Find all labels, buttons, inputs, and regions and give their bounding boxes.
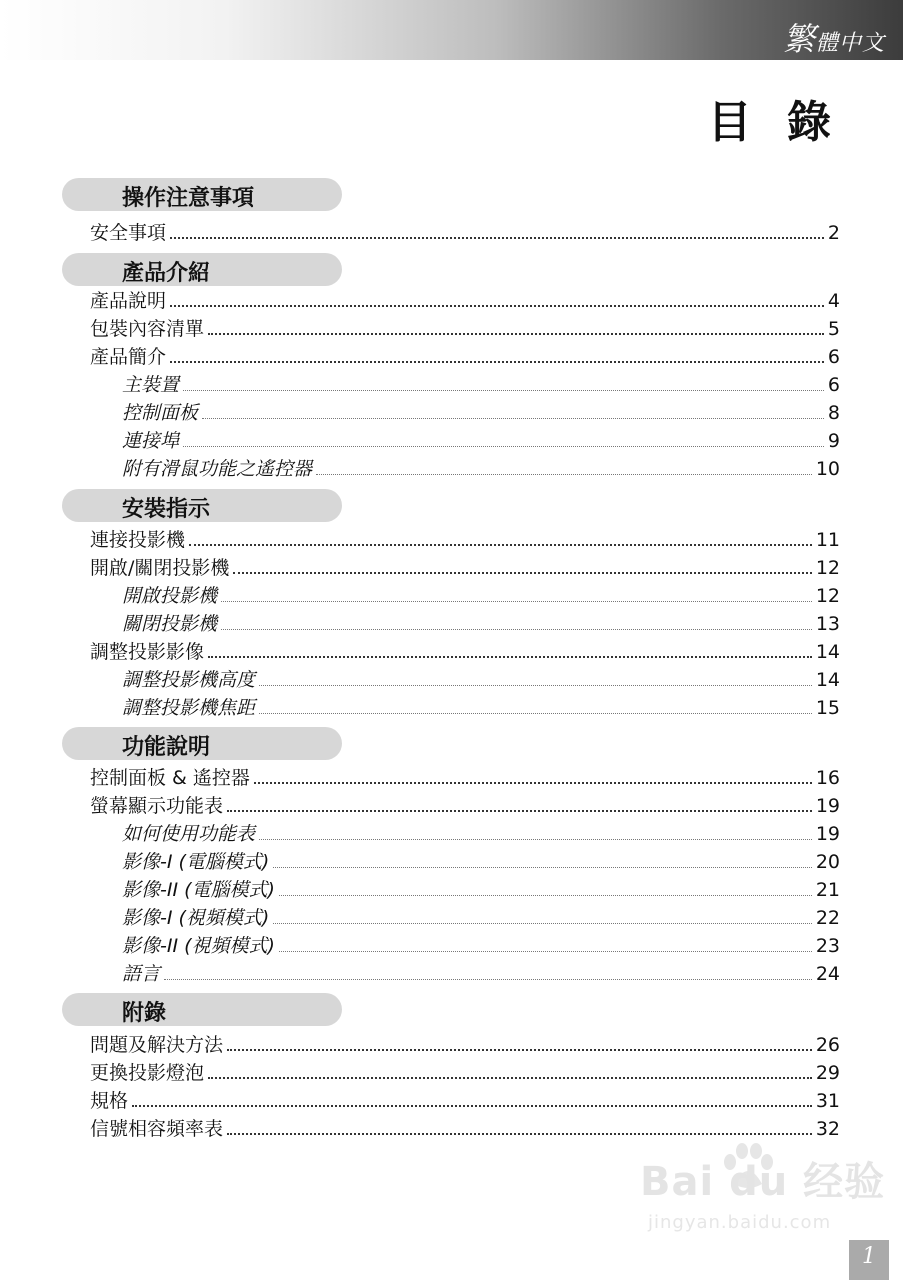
language-label-rest: 體中文 <box>815 31 885 56</box>
toc-page-number: 12 <box>815 585 840 607</box>
section-title: 產品介紹 <box>122 261 211 286</box>
dot-leader <box>221 600 812 602</box>
section-header <box>62 727 342 760</box>
section-title: 操作注意事項 <box>122 186 255 211</box>
toc-page-number: 2 <box>827 222 840 244</box>
toc-page-number: 14 <box>815 669 840 691</box>
dot-leader <box>279 950 812 952</box>
dot-leader <box>259 838 812 840</box>
toc-subentry[interactable] <box>122 373 840 397</box>
dot-leader <box>259 712 812 714</box>
toc-page-number: 10 <box>815 458 840 480</box>
toc-page-number: 22 <box>815 907 840 929</box>
toc-entry[interactable] <box>90 1117 840 1141</box>
section-header <box>62 993 342 1026</box>
toc-page-number: 6 <box>827 346 840 368</box>
toc-entry[interactable] <box>90 289 840 313</box>
dot-leader <box>183 389 824 391</box>
toc-entry[interactable] <box>90 221 840 245</box>
toc-entry-label: 信號相容頻率表 <box>90 1118 224 1140</box>
toc-entry-label: 問題及解決方法 <box>90 1034 224 1056</box>
toc-page-number: 8 <box>827 402 840 424</box>
toc-page-number: 20 <box>815 851 840 873</box>
toc-entry-label: 產品說明 <box>90 290 167 312</box>
toc-subentry[interactable] <box>122 429 840 453</box>
toc-page-number: 5 <box>827 318 840 340</box>
toc-subentry[interactable] <box>122 906 840 930</box>
toc-entry[interactable] <box>90 794 840 818</box>
toc-entry-label: 更換投影燈泡 <box>90 1062 205 1084</box>
dot-leader <box>170 360 824 363</box>
toc-entry[interactable] <box>90 317 840 341</box>
toc-entry-label: 連接投影機 <box>90 529 186 551</box>
toc-entry-label: 調整投影機焦距 <box>122 697 256 719</box>
dot-leader <box>254 781 812 784</box>
toc-entry[interactable] <box>90 1061 840 1085</box>
dot-leader <box>227 809 812 812</box>
dot-leader <box>164 978 812 980</box>
toc-entry-label: 規格 <box>90 1090 129 1112</box>
toc-subentry[interactable] <box>122 696 840 720</box>
toc-entry-label: 螢幕顯示功能表 <box>90 795 224 817</box>
toc-entry-label: 關閉投影機 <box>122 613 218 635</box>
toc-page-number: 32 <box>815 1118 840 1140</box>
toc-page-number: 16 <box>815 767 840 789</box>
toc-entry-label: 附有滑鼠功能之遙控器 <box>122 458 313 480</box>
toc-entry-label: 主裝置 <box>122 374 180 396</box>
section-header <box>62 489 342 522</box>
toc-subentry[interactable] <box>122 668 840 692</box>
toc-page-number: 19 <box>815 795 840 817</box>
toc-page-number: 24 <box>815 963 840 985</box>
section-title: 安裝指示 <box>122 497 211 522</box>
dot-leader <box>259 684 812 686</box>
section-header <box>62 253 342 286</box>
toc-entry[interactable] <box>90 345 840 369</box>
dot-leader <box>221 628 812 630</box>
toc-subentry[interactable] <box>122 850 840 874</box>
toc-entry-label: 調整投影機高度 <box>122 669 256 691</box>
dot-leader <box>208 1076 812 1079</box>
toc-entry[interactable] <box>90 1033 840 1057</box>
toc-page-number: 15 <box>815 697 840 719</box>
section-header <box>62 178 342 211</box>
toc-page-number: 9 <box>827 430 840 452</box>
toc-page-number: 14 <box>815 641 840 663</box>
watermark-url: jingyan.baidu.com <box>648 1212 832 1233</box>
toc-page-number: 21 <box>815 879 840 901</box>
dot-leader <box>273 922 811 924</box>
toc-entry[interactable] <box>90 528 840 552</box>
dot-leader <box>183 445 824 447</box>
toc-subentry[interactable] <box>122 612 840 636</box>
dot-leader <box>227 1048 812 1051</box>
toc-entry-label: 包裝內容清單 <box>90 318 205 340</box>
toc-entry-label: 產品簡介 <box>90 346 167 368</box>
toc-page-number: 4 <box>827 290 840 312</box>
toc-page-number: 11 <box>815 529 840 551</box>
toc-page-number: 12 <box>815 557 840 579</box>
dot-leader <box>170 236 824 239</box>
toc-entry[interactable] <box>90 766 840 790</box>
toc-entry-label: 安全事項 <box>90 222 167 244</box>
page-title: 目 錄 <box>707 97 841 148</box>
toc-entry-label: 影像-II (電腦模式) <box>122 879 275 901</box>
toc-entry[interactable] <box>90 640 840 664</box>
toc-entry-label: 開啟/關閉投影機 <box>90 557 230 579</box>
page-number: 1 <box>849 1240 889 1280</box>
toc-entry-label: 影像-II (視頻模式) <box>122 935 275 957</box>
section-title: 功能說明 <box>122 735 211 760</box>
dot-leader <box>202 417 824 419</box>
dot-leader <box>273 866 811 868</box>
watermark-brand: Bai du 经验 <box>640 1159 886 1205</box>
toc-entry[interactable] <box>90 1089 840 1113</box>
section-title: 附錄 <box>122 1001 167 1026</box>
toc-subentry[interactable] <box>122 584 840 608</box>
toc-subentry[interactable] <box>122 457 840 481</box>
toc-subentry[interactable] <box>122 878 840 902</box>
toc-page-number: 13 <box>815 613 840 635</box>
toc-entry-label: 控制面板 <box>122 402 199 424</box>
toc-entry-label: 如何使用功能表 <box>122 823 256 845</box>
toc-page-number: 23 <box>815 935 840 957</box>
language-label-first-char: 繁 <box>782 20 816 58</box>
toc-page-number: 19 <box>815 823 840 845</box>
dot-leader <box>316 473 812 475</box>
toc-entry-label: 語言 <box>122 963 161 985</box>
toc-page-number: 31 <box>815 1090 840 1112</box>
toc-page-number: 6 <box>827 374 840 396</box>
dot-leader <box>208 655 812 658</box>
dot-leader <box>189 543 812 546</box>
toc-subentry[interactable] <box>122 401 840 425</box>
toc-entry-label: 開啟投影機 <box>122 585 218 607</box>
toc-page-number: 29 <box>815 1062 840 1084</box>
dot-leader <box>208 332 824 335</box>
dot-leader <box>132 1104 812 1107</box>
toc-subentry[interactable] <box>122 822 840 846</box>
toc-entry-label: 控制面板 & 遙控器 <box>90 767 250 789</box>
dot-leader <box>279 894 812 896</box>
toc-entry-label: 影像-I (電腦模式) <box>122 851 270 873</box>
toc-subentry[interactable] <box>122 934 840 958</box>
dot-leader <box>233 571 811 574</box>
toc-page-number: 26 <box>815 1034 840 1056</box>
dot-leader <box>227 1132 812 1135</box>
toc-entry[interactable] <box>90 556 840 580</box>
toc-subentry[interactable] <box>122 962 840 986</box>
toc-entry-label: 連接埠 <box>122 430 180 452</box>
toc-entry-label: 影像-I (視頻模式) <box>122 907 270 929</box>
dot-leader <box>170 304 824 307</box>
toc-entry-label: 調整投影影像 <box>90 641 205 663</box>
